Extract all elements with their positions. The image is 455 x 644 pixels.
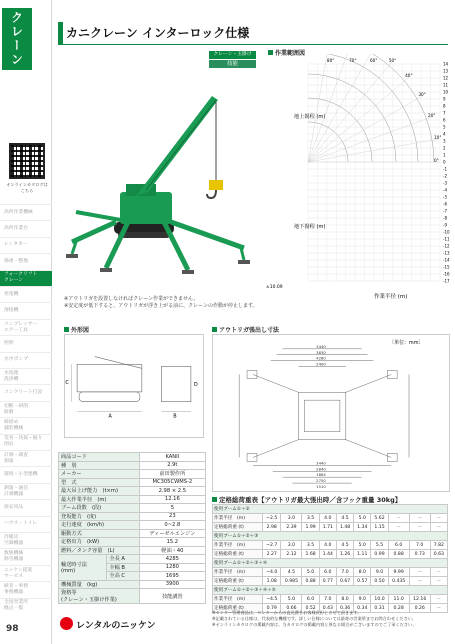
spec-value: 0~2.8 — [139, 521, 205, 530]
y-tick-label: 13 — [443, 68, 449, 74]
load-cell: 7.0 — [319, 595, 336, 604]
y-tick-label: 3 — [443, 138, 446, 144]
load-cell: 2.39 — [281, 523, 302, 532]
load-cell: － — [430, 595, 447, 604]
spec-row — [59, 521, 206, 530]
load-row — [213, 568, 448, 577]
range-y-ticks — [443, 62, 450, 284]
load-row-label: 作業半径 (m) — [213, 595, 263, 604]
load-cell: 0.88 — [388, 550, 409, 559]
load-cell: － — [409, 568, 430, 577]
otr-dim: 4280 — [316, 356, 326, 361]
y-tick-label: 0 — [443, 159, 446, 165]
sidebar-item[interactable]: 測量・通信 計測機器 — [0, 483, 52, 499]
load-cell: － — [388, 523, 409, 532]
load-cell: － — [388, 514, 409, 523]
section-marker-icon — [64, 327, 69, 332]
spec-value: 前田製作所 — [139, 470, 205, 479]
range-chart-title: 作業範囲図 — [275, 50, 306, 57]
load-cell: － — [409, 523, 430, 532]
load-cell: 5.0 — [302, 568, 319, 577]
y-tick-label: -2 — [443, 173, 447, 179]
boom-config-header: 使用ブーム①＋②＋③＋④＋⑤ — [213, 586, 448, 595]
spec-value: 2.98 × 2.5 — [139, 487, 205, 496]
crane-photo — [66, 72, 258, 288]
y-tick-label: -16 — [443, 271, 450, 277]
load-cell: 6.0 — [302, 595, 319, 604]
load-cell: － — [430, 523, 447, 532]
y-tick-label: -5 — [443, 194, 447, 200]
sidebar-item[interactable]: 全国営業所 拠点一覧 — [0, 598, 52, 614]
sidebar-item[interactable]: レンタカー — [0, 237, 52, 253]
outrigger-unit: 〔単位：mm〕 — [389, 339, 424, 346]
sidebar-item[interactable]: 溶接機 — [0, 302, 52, 318]
spec-row — [59, 495, 206, 504]
spec-value: 2.9t — [139, 461, 205, 470]
load-cell: ~2.5 — [263, 514, 281, 523]
spec-row — [59, 546, 206, 555]
footnote: ※オンラインカタログの掲載内容は、当カタログの掲載内容と異なる場合がございますのでご了承ください。 — [212, 622, 417, 627]
load-cell: 4.5 — [281, 568, 302, 577]
license-badge-top: クレーン・玉掛け — [209, 51, 256, 59]
angle-label: 0° — [434, 158, 439, 163]
sidebar-item[interactable]: 発電機 — [0, 286, 52, 302]
load-cell: 1.44 — [319, 550, 336, 559]
load-row — [213, 514, 448, 523]
otr-dim: 2400 — [316, 362, 326, 367]
load-cell: 0.50 — [371, 577, 388, 586]
spec-label: 種 別 — [59, 461, 140, 470]
load-row-label: 作業半径 (m) — [213, 568, 263, 577]
otr-dim: 1864 — [316, 473, 326, 478]
y-tick-label: -12 — [443, 243, 450, 249]
y-tick-label: 7 — [443, 110, 446, 116]
load-table — [212, 504, 448, 613]
load-cell: 0.77 — [319, 577, 336, 586]
otr-dim: 1510 — [316, 485, 326, 490]
load-cell: 7.0 — [336, 568, 353, 577]
sidebar-item[interactable]: 高所作業機械 — [0, 204, 52, 220]
spec-label: 最大作業半径 (m) — [59, 495, 140, 504]
otr-dim: 3440 — [316, 461, 326, 466]
note-line: ※アウトリガを設置しなければクレーン作業ができません。 — [64, 296, 199, 302]
load-row — [213, 550, 448, 559]
spec-value: ディーゼルエンジン — [139, 529, 205, 538]
spec-value: 1280 — [139, 563, 205, 572]
load-cell: 0.985 — [281, 577, 302, 586]
y-tick-label: -15 — [443, 264, 450, 270]
footnote: ※記載されている仕様は、代表的な機種です。詳しい仕様については最寄の営業所までお問合わせください。 — [212, 616, 417, 621]
load-cell: 6.0 — [319, 568, 336, 577]
spec-row — [59, 487, 206, 496]
title-underline — [58, 44, 448, 45]
angle-label: 80° — [326, 58, 335, 63]
outline-drawing — [64, 334, 204, 438]
page-number: 98 — [6, 624, 19, 634]
load-cell: － — [430, 604, 447, 613]
dim-label-c: C — [65, 380, 69, 387]
spec-label: 駆動方式 — [59, 529, 140, 538]
load-cell: 9.0 — [371, 568, 388, 577]
y-tick-label: -17 — [443, 278, 450, 284]
spec-row — [59, 555, 206, 564]
spec-value: KANII — [139, 453, 205, 462]
y-tick-label: 1 — [443, 152, 446, 158]
load-cell: 5.62 — [371, 514, 388, 523]
y-tick-label: -13 — [443, 250, 450, 256]
footnotes — [212, 610, 450, 628]
load-cell: 0.52 — [302, 604, 319, 613]
y-tick-label: -10 — [443, 229, 450, 235]
otr-dim: 3830 — [316, 350, 326, 355]
load-cell: ~4.5 — [263, 595, 281, 604]
load-cell: － — [430, 577, 447, 586]
y-tick-label: 2 — [443, 145, 446, 151]
load-cell: 8.0 — [354, 568, 371, 577]
load-cell: 0.66 — [281, 604, 302, 613]
spec-label: 全幅 B — [107, 563, 139, 572]
spec-value: MC305CWMS-2 — [139, 478, 205, 487]
load-cell: 0.43 — [319, 604, 336, 613]
load-cell: ~4.0 — [263, 568, 281, 577]
load-cell: 0.34 — [354, 604, 371, 613]
load-cell: 0.435 — [388, 577, 409, 586]
crane-illustration — [66, 96, 250, 274]
load-cell: 0.26 — [409, 604, 430, 613]
sidebar-item[interactable]: 揚重・整地 — [0, 253, 52, 269]
page-title: カニクレーン インターロック仕様 — [66, 26, 250, 40]
spec-row — [59, 512, 206, 521]
spec-value: 15.2 — [139, 538, 205, 547]
y-tick-label: 10 — [443, 89, 449, 95]
y-tick-label: 4 — [443, 131, 446, 137]
load-row-label: 作業半径 (m) — [213, 541, 263, 550]
y-tick-label: -3 — [443, 180, 447, 186]
load-cell: 4.0 — [319, 541, 336, 550]
otr-dim: 3440 — [316, 344, 326, 349]
load-cell: 7.82 — [430, 541, 447, 550]
angle-label: 60° — [370, 58, 378, 63]
label-above: 地上揚程 (m) — [294, 114, 326, 120]
spec-row — [59, 589, 206, 604]
dims-title: 外形図 — [71, 327, 90, 334]
load-cell: 9.99 — [388, 568, 409, 577]
range-angle-labels — [327, 58, 442, 163]
hook-block — [209, 180, 223, 190]
spec-group-label: 輸送時寸法 (mm) — [59, 555, 107, 581]
brand-logo-icon — [60, 617, 73, 630]
load-row-label: 作業半径 (m) — [213, 514, 263, 523]
section-marker-icon — [212, 497, 217, 502]
load-cell: 0.28 — [388, 604, 409, 613]
angle-label: 10° — [433, 135, 442, 141]
spec-value: 23 — [139, 512, 205, 521]
angle-label: 30° — [418, 92, 426, 97]
load-cell: 2.12 — [281, 550, 302, 559]
sidebar-item[interactable]: 照明 — [0, 335, 52, 351]
load-cell: 1.08 — [263, 577, 281, 586]
y-tick-label: -14 — [443, 257, 450, 263]
load-cell: 3.5 — [302, 514, 319, 523]
work-range-chart — [264, 54, 452, 300]
load-cell: 0.88 — [302, 577, 319, 586]
load-cell: 7.0 — [409, 541, 430, 550]
load-cell: 1.68 — [302, 550, 319, 559]
load-cell: 10.0 — [371, 595, 388, 604]
load-row-label: 定格総荷重 (t) — [213, 523, 263, 532]
spec-row — [59, 453, 206, 462]
spec-value: 1695 — [139, 572, 205, 581]
spec-label: 商品コード — [59, 453, 140, 462]
spec-label: 資格等 (クレーン・玉掛け作業) — [59, 589, 140, 604]
spec-value: 3900 — [139, 580, 205, 589]
dim-label-d: D — [193, 382, 198, 388]
y-tick-label: -8 — [443, 215, 447, 221]
y-tick-label: -7 — [443, 208, 447, 214]
spec-label: 定格出力 (kW) — [59, 538, 140, 547]
load-cell: 0.99 — [371, 550, 388, 559]
load-cell: 12.16 — [409, 595, 430, 604]
load-cell: － — [430, 568, 447, 577]
sidebar-item[interactable]: 環境・小型建機 — [0, 466, 52, 482]
section-marker-icon — [212, 327, 217, 332]
spec-row — [59, 538, 206, 547]
load-cell: 0.67 — [336, 577, 353, 586]
y-tick-label: -11 — [443, 236, 450, 242]
load-cell: 5.0 — [281, 595, 302, 604]
load-cell: 2.27 — [263, 550, 281, 559]
load-row-label: 定格総荷重 (t) — [213, 577, 263, 586]
spec-value: 12.16 — [139, 495, 205, 504]
load-cell: 1.71 — [319, 523, 336, 532]
brand-name: レンタルのニッケン — [76, 621, 156, 631]
load-cell: 5.5 — [371, 541, 388, 550]
spec-row — [59, 529, 206, 538]
load-table-header — [212, 495, 401, 504]
spec-value: 軽油・40 — [139, 546, 205, 555]
sidebar-item[interactable]: コンクリート打設 — [0, 384, 52, 400]
spec-value: 技能講習 — [139, 589, 205, 604]
sidebar-item[interactable]: 計測・調査 測量 — [0, 450, 52, 466]
qr-code[interactable] — [9, 143, 45, 179]
y-tick-label: -4 — [443, 187, 447, 193]
sidebar-item[interactable]: 切断・研削 研磨 — [0, 401, 52, 417]
load-row-label: 定格総荷重 (t) — [213, 550, 263, 559]
category-tab[interactable]: クレーン — [2, 8, 32, 70]
license-badge-bottom: 技能 — [209, 59, 256, 68]
load-cell: 1.26 — [336, 550, 353, 559]
angle-label: 70° — [349, 58, 357, 63]
load-row — [213, 523, 448, 532]
sidebar-item[interactable]: コンプレッサー エアー工具 — [0, 319, 52, 335]
load-cell: 0.73 — [409, 550, 430, 559]
load-cell: 4.5 — [336, 514, 353, 523]
spec-row — [59, 470, 206, 479]
dim-label-a: A — [108, 413, 112, 420]
load-cell: 2.98 — [263, 523, 281, 532]
load-row — [213, 577, 448, 586]
sidebar-item[interactable]: 保安用品 — [0, 499, 52, 515]
y-tick-label: 9 — [443, 96, 446, 102]
sidebar-item[interactable]: 水処理 洗浄機 — [0, 368, 52, 384]
spec-label: 燃料／タンク容量 (L) — [59, 546, 140, 555]
load-table-title: 定格総荷重表【アウトリガ最大張出時／含フック重量 30kg】 — [219, 496, 402, 504]
angle-label: 20° — [428, 112, 436, 118]
crane-body — [120, 192, 172, 224]
y-tick-label: 14 — [443, 61, 449, 67]
load-cell: 5.0 — [354, 541, 371, 550]
sidebar-item[interactable]: 冷暖房 空調機器 — [0, 532, 52, 548]
load-cell: 6.0 — [388, 541, 409, 550]
spec-label: 最大吊上げ能力 (t×m) — [59, 487, 140, 496]
load-cell: 4.5 — [336, 541, 353, 550]
dims-header — [64, 325, 89, 334]
sidebar-item[interactable]: 荒骨・伐採・掘り 削岩 — [0, 434, 52, 450]
spec-label: 全長 A — [107, 555, 139, 564]
load-cell: 0.57 — [354, 577, 371, 586]
sidebar-item[interactable]: 高所作業台 — [0, 220, 52, 236]
angle-label: 50° — [388, 58, 397, 63]
load-cell: 4.0 — [319, 514, 336, 523]
boom-config-header: 使用ブーム①＋② — [213, 505, 448, 514]
spec-label: ブーム段数 (段) — [59, 504, 140, 513]
load-row — [213, 595, 448, 604]
spec-row — [59, 478, 206, 487]
load-cell: － — [430, 514, 447, 523]
load-cell: 11.0 — [388, 595, 409, 604]
outrigger-title: アウトリガ張出し寸法 — [219, 327, 279, 334]
sidebar-item[interactable]: 締固め 舗装機械 — [0, 417, 52, 433]
sidebar-item[interactable]: 水中ポンプ — [0, 352, 52, 368]
spec-label: 機械質量 (kg) — [59, 580, 140, 589]
y-tick-label: 12 — [443, 75, 449, 81]
spec-label: 登坂能力 (度) — [59, 512, 140, 521]
otr-dim: 2750 — [316, 479, 326, 484]
load-cell: 0.31 — [371, 604, 388, 613]
sidebar-item[interactable]: ニッケン提案 サービス — [0, 565, 52, 581]
spec-value: 4285 — [139, 555, 205, 564]
y-tick-label: 6 — [443, 117, 446, 123]
spec-value: 5 — [139, 504, 205, 513]
spec-label: 走行速度 (km/h) — [59, 521, 140, 530]
load-cell: 1.15 — [371, 523, 388, 532]
qr-caption: オンラインカタログは こちら — [6, 182, 48, 193]
usage-notes — [64, 296, 264, 310]
y-tick-label: -1 — [443, 166, 447, 172]
load-cell: － — [409, 514, 430, 523]
spec-row — [59, 504, 206, 513]
boom-config-header: 使用ブーム①＋②＋③ — [213, 532, 448, 541]
load-cell: 3.0 — [281, 541, 302, 550]
load-cell: 0.79 — [263, 604, 281, 613]
sidebar-item[interactable]: 歓者・事務 事務機器 — [0, 581, 52, 597]
spec-row — [59, 461, 206, 470]
y-tick-label: 11 — [443, 82, 449, 88]
sidebar-item[interactable]: 数値機械 除雪機器 — [0, 548, 52, 564]
range-x-label: 作業半径 (m) — [374, 294, 408, 300]
otr-dim: 2840 — [316, 467, 326, 472]
outrigger-header — [212, 325, 279, 334]
note-line: ※安定度が低下すると、アウトリガが浮き上がる前に、クレーンの作動が停止します。 — [64, 303, 258, 309]
label-below: 地下揚程 (m) — [294, 224, 326, 230]
load-row-label: 定格総荷重 (t) — [213, 604, 263, 613]
footnote: ※センター管理商品は、センターからの直送費をお客様負担とさせて頂きます。 — [212, 610, 362, 615]
load-row — [213, 541, 448, 550]
spec-label: 全高 C — [107, 572, 139, 581]
y-tick-label: 8 — [443, 103, 446, 109]
spec-label: メーカー — [59, 470, 140, 479]
load-cell: ~2.7 — [263, 541, 281, 550]
load-cell: 3.5 — [302, 541, 319, 550]
angle-label: 40° — [405, 73, 413, 79]
load-cell: 1.48 — [336, 523, 353, 532]
y-tick-label: -6 — [443, 201, 447, 207]
ground-label: ±10.09 — [266, 285, 283, 290]
load-cell: 5.0 — [354, 514, 371, 523]
load-cell: 3.0 — [281, 514, 302, 523]
load-cell: 1.34 — [354, 523, 371, 532]
spec-label: 型 式 — [59, 478, 140, 487]
y-tick-label: -9 — [443, 222, 447, 228]
load-cell: 0.63 — [430, 550, 447, 559]
outrigger-drawing — [212, 334, 450, 492]
dim-label-b: B — [173, 413, 177, 420]
sidebar-item[interactable]: ハウス・トイレ — [0, 516, 52, 532]
load-cell: 1.99 — [302, 523, 319, 532]
load-cell: 1.11 — [354, 550, 371, 559]
y-tick-label: 5 — [443, 124, 446, 130]
sidebar-item[interactable]: フォークリフト クレーン — [0, 270, 52, 286]
load-cell: － — [409, 577, 430, 586]
load-cell: 8.0 — [336, 595, 353, 604]
load-cell: 9.0 — [354, 595, 371, 604]
spec-table — [58, 452, 206, 604]
load-cell: 0.36 — [336, 604, 353, 613]
spec-row — [59, 580, 206, 589]
crane-boom — [136, 96, 218, 196]
boom-config-header: 使用ブーム①＋②＋③＋④ — [213, 559, 448, 568]
